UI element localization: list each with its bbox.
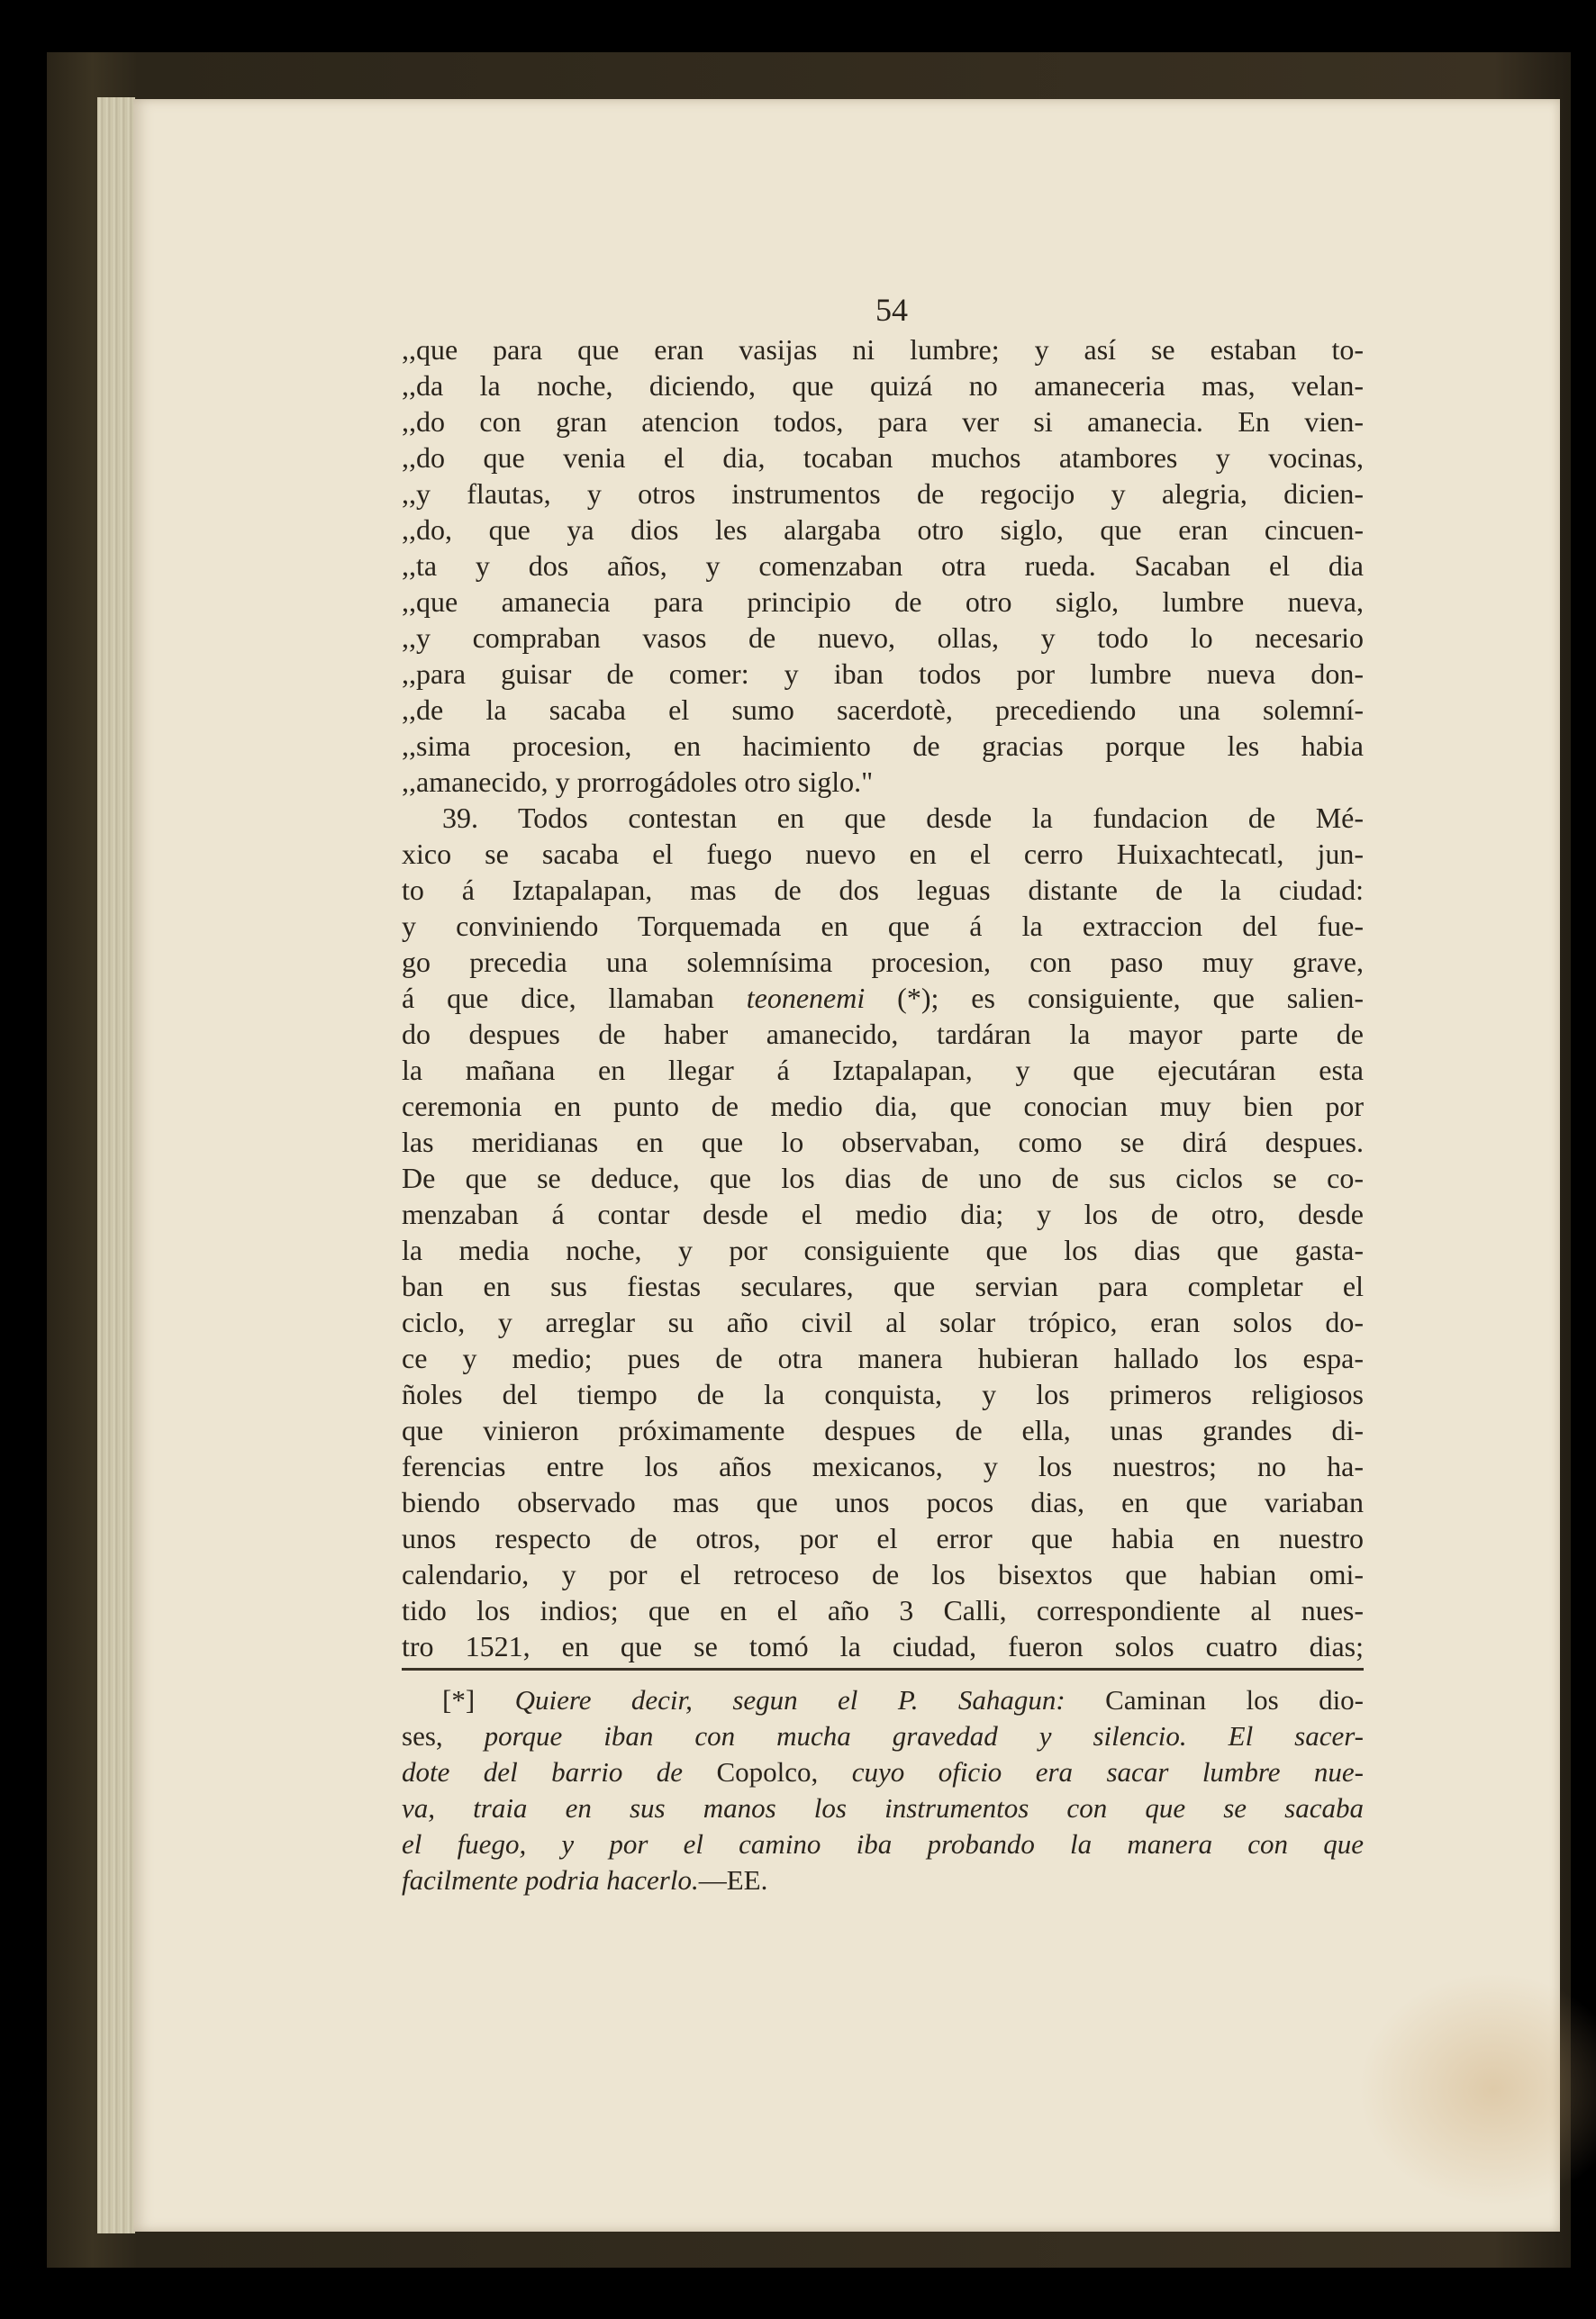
body-line: tro 1521, en que se tomó la ciudad, fueron solos cuatro dias; bbox=[402, 1630, 1364, 1662]
footnote-line: ses, porque iban con mucha gravedad y silencio. El sacer- bbox=[402, 1720, 1365, 1752]
body-line: tido los indios; que en el año 3 Calli, correspondiente al nues- bbox=[402, 1594, 1364, 1626]
body-line: De que se deduce, que los dias de uno de sus ciclos se co- bbox=[402, 1162, 1364, 1194]
body-line: to á Iztapalapan, mas de dos leguas distante de la ciudad: bbox=[402, 874, 1364, 906]
body-line: la media noche, y por consiguiente que los dias que gasta- bbox=[402, 1234, 1364, 1266]
body-line: ,,do, que ya dios les alargaba otro siglo, que eran cincuen- bbox=[402, 513, 1364, 546]
footnote-line: facilmente podria hacerlo.—EE. bbox=[402, 1864, 768, 1896]
paragraph-start-line: 39. Todos contestan en que desde la fundacion de Mé- bbox=[442, 802, 1364, 834]
page-edges bbox=[97, 97, 135, 2233]
body-line: ,,para guisar de comer: y iban todos por lumbre nueva don- bbox=[402, 657, 1364, 690]
body-line: calendario, y por el retroceso de los bisextos que habian omi- bbox=[402, 1558, 1364, 1590]
body-line: ban en sus fiestas seculares, que servian para completar el bbox=[402, 1270, 1364, 1302]
body-line: ,,ta y dos años, y comenzaban otra rueda. Sacaban el dia bbox=[402, 549, 1364, 582]
footnote-line: el fuego, y por el camino iba probando la manera con que bbox=[402, 1828, 1364, 1860]
paper-stain bbox=[1358, 1972, 1596, 2206]
body-line: que vinieron próximamente despues de ella, unas grandes di- bbox=[402, 1414, 1364, 1446]
body-line: ,,y compraban vasos de nuevo, ollas, y todo lo necesario bbox=[402, 621, 1364, 654]
body-line: ciclo, y arreglar su año civil al solar trópico, eran solos do- bbox=[402, 1306, 1364, 1338]
footnote-marker: [*] bbox=[442, 1684, 476, 1716]
body-line: ce y medio; pues de otra manera hubieran hallado los espa- bbox=[402, 1342, 1364, 1374]
body-line: ,,do que venia el dia, tocaban muchos atambores y vocinas, bbox=[402, 441, 1364, 474]
italic-term: teonenemi bbox=[746, 982, 866, 1014]
body-line: ceremonia en punto de medio dia, que conocian muy bien por bbox=[402, 1090, 1364, 1122]
footnote-line: dote del barrio de Copolco, cuyo oficio era sacar lumbre nue- bbox=[402, 1756, 1365, 1788]
body-line: ,,da la noche, diciendo, que quizá no amaneceria mas, velan- bbox=[402, 369, 1364, 402]
body-line: do despues de haber amanecido, tardáran la mayor parte de bbox=[402, 1018, 1364, 1050]
body-line: biendo observado mas que unos pocos dias, en que variaban bbox=[402, 1486, 1364, 1518]
body-line: la mañana en llegar á Iztapalapan, y que ejecutáran esta bbox=[402, 1054, 1364, 1086]
body-line: ,,que amanecia para principio de otro siglo, lumbre nueva, bbox=[402, 585, 1364, 618]
body-line: y conviniendo Torquemada en que á la extraccion del fue- bbox=[402, 910, 1364, 942]
body-line: unos respecto de otros, por el error que habia en nuestro bbox=[402, 1522, 1364, 1554]
body-line: ñoles del tiempo de la conquista, y los primeros religiosos bbox=[402, 1378, 1364, 1410]
footnote-rule bbox=[402, 1668, 1364, 1671]
body-line: ,,do con gran atencion todos, para ver si amanecia. En vien- bbox=[402, 405, 1364, 438]
body-line: las meridianas en que lo observaban, como se dirá despues. bbox=[402, 1126, 1364, 1158]
body-line: ferencias entre los años mexicanos, y los nuestros; no ha- bbox=[402, 1450, 1364, 1482]
footnote-line: va, traia en sus manos los instrumentos con que se sacaba bbox=[402, 1792, 1364, 1824]
body-line: ,,amanecido, y prorrogádoles otro siglo." bbox=[402, 765, 874, 798]
body-line: ,,y flautas, y otros instrumentos de regocijo y alegria, dicien- bbox=[402, 477, 1364, 510]
body-line: á que dice, llamaban teonenemi (*); es consiguiente, que salien- bbox=[402, 982, 1365, 1014]
page-number: 54 bbox=[875, 292, 908, 328]
body-line: xico se sacaba el fuego nuevo en el cerro Huixachtecatl, jun- bbox=[402, 838, 1364, 870]
body-line: go precedia una solemnísima procesion, con paso muy grave, bbox=[402, 946, 1364, 978]
body-line: ,,que para que eran vasijas ni lumbre; y así se estaban to- bbox=[402, 333, 1364, 366]
body-line: ,,sima procesion, en hacimiento de gracias porque les habia bbox=[402, 729, 1364, 762]
body-line: menzaban á contar desde el medio dia; y los de otro, desde bbox=[402, 1198, 1364, 1230]
footnote-line: [*] Quiere decir, segun el P. Sahagun: Caminan los dio- bbox=[442, 1684, 1364, 1716]
body-line: ,,de la sacaba el sumo sacerdotè, precediendo una solemní- bbox=[402, 693, 1364, 726]
